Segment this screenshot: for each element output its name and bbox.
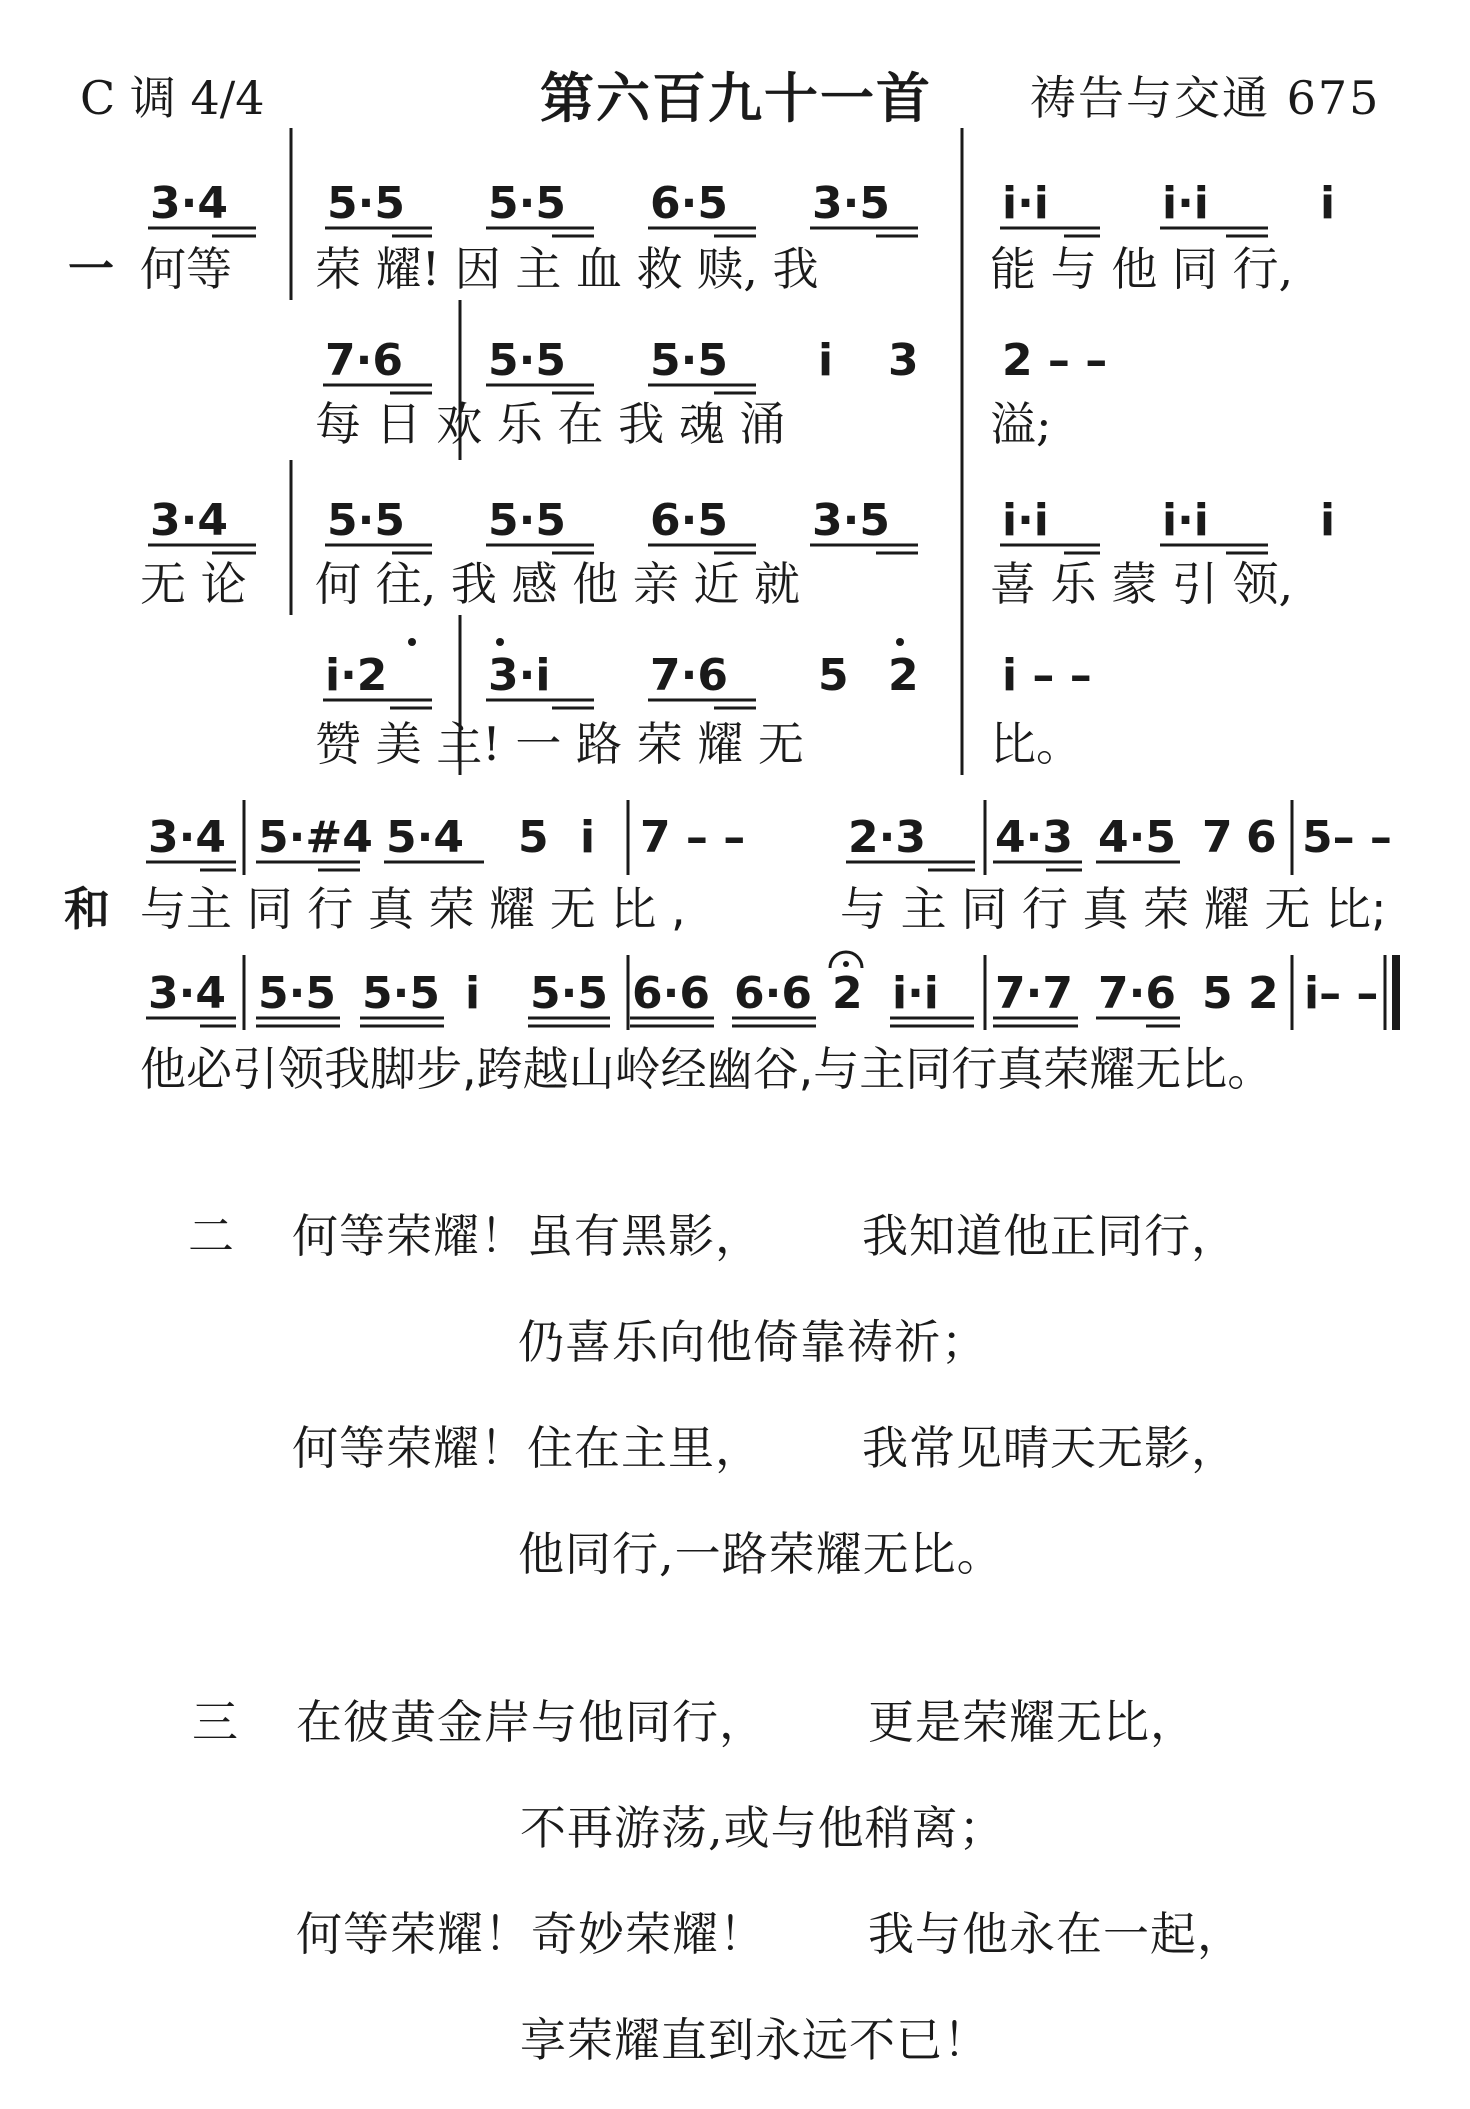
- note-group: 5·5: [530, 968, 608, 1019]
- note-group: 3: [888, 335, 919, 386]
- verse-line: 享荣耀直到永远不已！: [520, 2013, 990, 2067]
- note-group: 3·4: [148, 812, 226, 863]
- verse-line: 何等荣耀！奇妙荣耀！: [296, 1907, 766, 1961]
- note-group: 6: [1246, 812, 1277, 863]
- row5-notes: [148, 812, 1392, 863]
- verse-line: 在彼黄金岸与他同行，: [296, 1695, 766, 1749]
- note-group: 5·5: [362, 968, 440, 1019]
- row5-beams: [146, 862, 1180, 870]
- note-group: 2: [832, 968, 863, 1019]
- note-group: 5·#4: [258, 812, 373, 863]
- row2-beams: [323, 385, 756, 393]
- note-group: i: [580, 812, 596, 863]
- note-group: 5·5: [327, 495, 405, 546]
- note-group: 7: [1202, 812, 1233, 863]
- note-group: i: [465, 968, 481, 1019]
- note-group: 3·4: [150, 495, 228, 546]
- note-group: 5·5: [258, 968, 336, 1019]
- note-group: i– –: [1304, 968, 1379, 1019]
- book-reference: 祷告与交通 675: [1030, 71, 1381, 125]
- row3-notes: [150, 495, 1335, 546]
- verse-three-number: 三: [192, 1695, 238, 1749]
- lyric-line: 比。: [990, 717, 1082, 771]
- note-group: 3·4: [148, 968, 226, 1019]
- row4-beams: [323, 700, 756, 708]
- verse-line: 我知道他正同行，: [862, 1209, 1238, 1263]
- note-group: 3·5: [812, 178, 890, 229]
- verse-line: 不再游荡,或与他稍离；: [520, 1801, 1006, 1855]
- verse-one-marker: 一: [68, 242, 114, 296]
- note-group: 2 – –: [1002, 335, 1108, 386]
- note-group: 7·6: [650, 650, 728, 701]
- row4-notes: [325, 650, 1092, 701]
- note-group: 6·6: [734, 968, 812, 1019]
- row3-beams: [148, 545, 1268, 553]
- note-group: 5·4: [386, 812, 464, 863]
- note-group: 7 – –: [640, 812, 746, 863]
- note-group: 5: [518, 812, 549, 863]
- note-group: i: [818, 335, 834, 386]
- note-group: 5·5: [488, 178, 566, 229]
- note-group: 5·5: [488, 495, 566, 546]
- note-group: 6·5: [650, 495, 728, 546]
- note-group: i·i: [1162, 178, 1209, 229]
- lyric-line: 赞 美 主! 一 路 荣 耀 无: [315, 717, 804, 771]
- note-group: 3·4: [150, 178, 228, 229]
- lyric-line: 他必引领我脚步,跨越山岭经幽谷,与主同行真荣耀无比。: [140, 1042, 1274, 1096]
- note-group: i – –: [1002, 650, 1092, 701]
- chorus-marker: 和: [64, 882, 110, 936]
- note-group: 3·i: [488, 650, 551, 701]
- verse-line: 仍喜乐向他倚靠祷祈；: [518, 1315, 988, 1369]
- note-group: 7·6: [325, 335, 403, 386]
- verse-two-number: 二: [188, 1209, 234, 1263]
- note-group: i·i: [1162, 495, 1209, 546]
- note-group: i: [1320, 495, 1336, 546]
- verse-line: 我常见晴天无影，: [862, 1421, 1238, 1475]
- row6-notes: [148, 968, 1378, 1019]
- note-group: 3·5: [812, 495, 890, 546]
- note-group: 4·3: [995, 812, 1073, 863]
- lyric-line: 荣 耀! 因 主 血 救 赎, 我: [315, 242, 819, 296]
- lyric-line: 喜 乐 蒙 引 领,: [990, 557, 1294, 611]
- verse-line: 我与他永在一起，: [868, 1907, 1244, 1961]
- lyric-line: 溢;: [990, 397, 1052, 451]
- note-group: 6·6: [632, 968, 710, 1019]
- lyric-line: 能 与 他 同 行,: [990, 242, 1294, 296]
- note-group: 5·5: [327, 178, 405, 229]
- note-group: 5·5: [650, 335, 728, 386]
- hymn-title: 第六百九十一首: [540, 67, 932, 130]
- note-group: 5: [1202, 968, 1233, 1019]
- note-group: 6·5: [650, 178, 728, 229]
- lyric-line: 与主 同 行 真 荣 耀 无 比 ,: [140, 882, 686, 936]
- row2-notes: [325, 335, 1107, 386]
- note-group: 4·5: [1098, 812, 1176, 863]
- verse-line: 何等荣耀！住在主里，: [292, 1421, 762, 1475]
- lyric-line: 每 日 欢 乐 在 我 魂 涌: [315, 397, 786, 451]
- note-group: i·i: [1002, 495, 1049, 546]
- note-group: 2·3: [848, 812, 926, 863]
- verse-line: 何等荣耀！虽有黑影，: [292, 1209, 762, 1263]
- row6-beams: [146, 1018, 1180, 1026]
- verse-line: 更是荣耀无比，: [868, 1695, 1197, 1749]
- row1-notes: [150, 178, 1335, 229]
- lyric-line: 何 往, 我 感 他 亲 近 就: [315, 557, 800, 611]
- lyric-line: 无 论: [140, 557, 247, 611]
- row1-beams: [148, 228, 1268, 236]
- note-group: 5: [818, 650, 849, 701]
- note-group: i: [1320, 178, 1336, 229]
- octave-dots-row4: [408, 638, 904, 646]
- key-time-signature: C 调 4/4: [80, 71, 265, 125]
- verse-line: 他同行,一路荣耀无比。: [518, 1527, 1004, 1581]
- note-group: 7·7: [995, 968, 1073, 1019]
- lyric-line: 何等: [140, 242, 232, 296]
- lyric-line: 与 主 同 行 真 荣 耀 无 比;: [840, 882, 1387, 936]
- note-group: 5– –: [1302, 812, 1392, 863]
- note-group: i·i: [1002, 178, 1049, 229]
- note-group: 7·6: [1098, 968, 1176, 1019]
- note-group: 5·5: [488, 335, 566, 386]
- note-group: i·2: [325, 650, 388, 701]
- note-group: i·i: [892, 968, 939, 1019]
- note-group: 2: [1248, 968, 1279, 1019]
- note-group: 2: [888, 650, 919, 701]
